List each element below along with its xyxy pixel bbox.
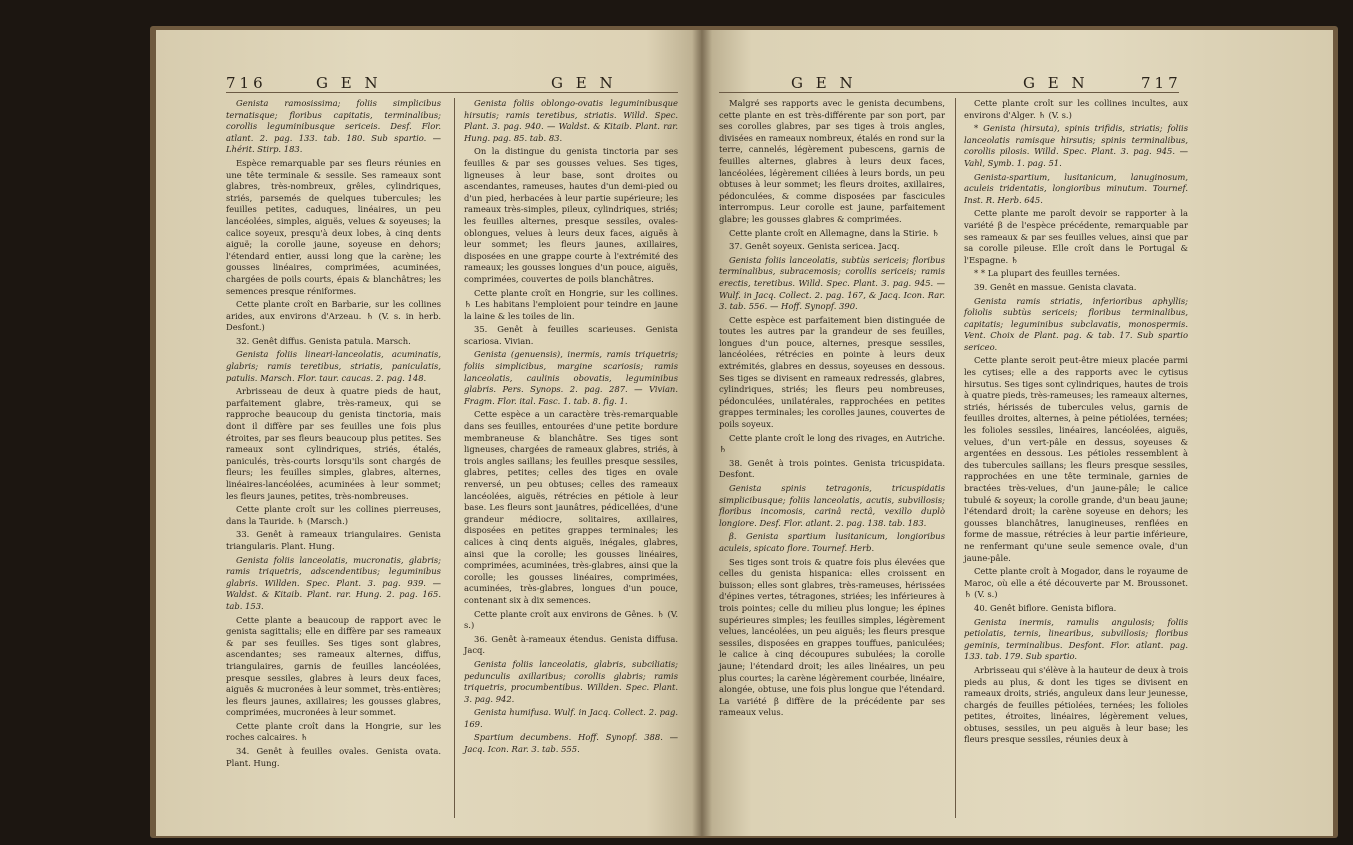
paragraph: 35. Genêt à feuilles scarieuses. Genista scariosa. Vivian. — [464, 324, 678, 346]
paragraph: Genista-spartium, lusitanicum, lanuginosum, aculeis tridentatis, longioribus minutum. Tournef. Inst. R. Herb. 645. — [964, 171, 1188, 205]
paragraph: Ses tiges sont trois & quatre fois plus élevées que celles du genista hispanica: elles croissent en buisson; elles sont glabres, très-rameuses, hérissées d'épines vertes, tétragones, striées; les inférieures à trois pointes; celle du milieu plus longue; les épines supérieures simples; les feuilles simples, légèrement velues, lancéolées, un peu aiguës; les fleurs presque sessiles, disposées en grappes touffues, paniculées; le calice à cinq découpures subulées; la corolle jaune; l'étendard droit; les ailes linéaires, un peu plus courtes; la carène légèrement courbée, linéaire, alongée, obtuse, une fois plus longue que l'étendard. La variété β diffère de la précédente par ses rameaux velus. — [719, 556, 945, 718]
paragraph: Genista ramosissima; foliis simplicibus ternatisque; floribus capitatis, terminalibus; corollis leguminibusque sericeis. Desf. Flor. atlant. 2. pag. 133. tab. 180. Sub spartio. — Lhérit. Stirp. 183. — [226, 98, 441, 155]
book-gutter — [692, 30, 712, 836]
paragraph: 33. Genêt à rameaux triangulaires. Genista triangularis. Plant. Hung. — [226, 529, 441, 551]
paragraph: Genista humifusa. Wulf. in Jacq. Collect. 2. pag. 169. — [464, 707, 678, 729]
left-header-rule — [226, 92, 678, 93]
right-column-divider — [955, 98, 956, 818]
left-page-number: 716 — [226, 74, 267, 92]
right-col2-header: G E N — [1023, 74, 1089, 92]
paragraph: Genista (genuensis), inermis, ramis triquetris; foliis simplicibus, margine scariosis; ramis lanceolatis, caulinis obovatis, leguminibus glabris. Pers. Synops. 2. pag. 287. — Vivian. Fragm. Flor. ital. Fasc. 1. tab. 8. fig. 1. — [464, 349, 678, 406]
paragraph: Cette plante seroit peut-être mieux placée parmi les cytises; elle a des rapports avec le cytisus hirsutus. Ses tiges sont cylindriques, hautes de trois à quatre pieds, très-rameuses; les rameaux alternes, striés, hérissés de tubercules velus, garnis de feuilles droites, alternes, à peine pétiolées, ternées; les folioles sessiles, linéaires, lancéolées, aiguës, velues, d'un vert-pâle en dessus, soyeuses & argentées en dessous. Les pétioles ressemblent à des tubercules saillans; les fleurs presque sessiles, rapprochées en une tête terminale, garnies de bractées très-velues, d'un jaune-pâle; le calice tubulé & soyeux; la corolle grande, d'un beau jaune; l'étendard droit; la carène soyeuse en dehors; les gousses blanchâtres, lanugineuses, renflées en forme de massue, rétrécies à leur partie inférieure, ne renfermant qu'une seule semence ovale, d'un jaune-pâle. — [964, 355, 1188, 563]
paragraph: Cette plante croît en Hongrie, sur les collines. ♄ Les habitans l'emploient pour teindre en jaune la laine & les toiles de lin. — [464, 287, 678, 321]
paragraph: Genista ramis striatis, inferioribus aphyllis; foliolis subtùs sericeis; floribus terminalibus, capitatis; leguminibus subclavatis, monospermis. Vent. Choix de Plant. pag. & tab. 17. Sub spartio sericeo. — [964, 295, 1188, 352]
paragraph: Genista foliis lanceolatis, subtùs sericeis; floribus terminalibus, subracemosis; corollis sericeis; ramis erectis, teretibus. Willd. Spec. Plant. 3. pag. 945. — Wulf. in Jacq. Collect. 2. pag. 167, & Jacq. Icon. Rar. 3. tab. 556. — Hoff. Synopf. 390. — [719, 254, 945, 312]
paragraph: Cette plante croît sur les collines pierreuses, dans la Tauride. ♄ (Marsch.) — [226, 504, 441, 526]
paragraph: Cette plante me paroît devoir se rapporter à la variété β de l'espèce précédente, remarquable par ses rameaux & par ses feuilles velues, ainsi que par sa corolle pileuse. Elle croît dans le Portugal & l'Espagne. ♄ — [964, 208, 1188, 265]
right-page-number: 717 — [1141, 74, 1182, 92]
right-page — [701, 30, 1333, 836]
right-col1-header: G E N — [791, 74, 857, 92]
paragraph: Genista spinis tetragonis, tricuspidatis simplicibusque; foliis lanceolatis, acutis, subvillosis; floribus incomosis, carinâ rectâ, vexillo duplò longiore. Desf. Flor. atlant. 2. pag. 138. tab. 183. — [719, 483, 945, 528]
left-column-1 — [226, 98, 441, 771]
paragraph: 37. Genêt soyeux. Genista sericea. Jacq. — [729, 241, 900, 252]
paragraph: Genista foliis lineari-lanceolatis, acuminatis, glabris; ramis teretibus, striatis, paniculatis, patulis. Marsch. Flor. taur. caucas. 2. pag. 148. — [226, 349, 441, 383]
paragraph: Cette plante croît dans la Hongrie, sur les roches calcaires. ♄ — [226, 720, 441, 743]
paragraph: Genista inermis, ramulis angulosis; foliis petiolatis, ternis, linearibus, subvillosis; floribus geminis, terminalibus. Desfont. Flor. atlant. pag. 133. tab. 179. Sub spartio. — [964, 616, 1188, 662]
paragraph: 36. Genêt à-rameaux étendus. Genista diffusa. Jacq. — [464, 633, 678, 656]
paragraph: 32. Genêt diffus. Genista patula. Marsch. — [236, 335, 411, 346]
paragraph: Cette plante croît en Barbarie, sur les collines arides, aux environs d'Arzeau. ♄ (V. s. in herb. Desfont.) — [226, 299, 441, 333]
paragraph: Genista foliis lanceolatis, glabris, subciliatis; pedunculis axillaribus; corollis glabris; ramis triquetris, procumbentibus. Willden. Spec. Plant. 3. pag. 942. — [464, 658, 678, 704]
paragraph: Cette plante croît aux environs de Gênes. ♄ (V. s.) — [464, 608, 678, 631]
paragraph: Cette plante croît sur les collines incultes, aux environs d'Alger. ♄ (V. s.) — [964, 98, 1188, 120]
paragraph: Spartium decumbens. Hoff. Synopf. 388. — Jacq. Icon. Rar. 3. tab. 555. — [464, 732, 678, 755]
paragraph: Cette plante croît à Mogador, dans le royaume de Maroc, où elle a été découverte par M. Broussonet. ♄ (V. s.) — [964, 566, 1188, 600]
left-col1-header: G E N — [316, 74, 382, 92]
paragraph: Cette plante croît le long des rivages, en Autriche. ♄ — [719, 432, 945, 455]
left-col2-header: G E N — [551, 74, 617, 92]
right-column-2 — [964, 98, 1188, 748]
paragraph: Genista foliis lanceolatis, mucronatis, glabris; ramis triquetris, adscendentibus; leguminibus glabris. Willden. Spec. Plant. 3. pag. 939. — Waldst. & Kitaib. Plant. rar. Hung. 2. pag. 165. tab. 153. — [226, 554, 441, 611]
paragraph: Arbrisseau de deux à quatre pieds de haut, parfaitement glabre, très-rameux, qui se rapproche beaucoup du genista tinctoria, mais dont il diffère par ses feuilles une fois plus étroites, par ses fleurs beaucoup plus petites. Ses rameaux sont cylindriques, striés, étalés, paniculés, très-courts lorsqu'ils sont chargés de fleurs; les feuilles simples, glabres, alternes, linéaires-lancéolées, acuminées à leur sommet; les fleurs jaunes, petites, très-nombreuses. — [226, 386, 441, 501]
left-column-2 — [464, 98, 678, 758]
paragraph: Espèce remarquable par ses fleurs réunies en une tête terminale & sessile. Ses rameaux sont glabres, très-nombreux, grêles, cylindriques, striés, parsemés de quelques tubercules; les feuilles petites, caduques, linéaires, un peu lancéolées, simples, aiguës, velues & soyeuses; la calice soyeux, presqu'à deux lobes, à cinq dents aiguë; la corolle jaune, soyeuse en dehors; l'étendard entier, aussi long que la carène; les gousses linéaires, comprimées, acuminées, chargées de poils courts, épais & blanchâtres; les semences presque réniformes. — [226, 157, 441, 296]
paragraph: Malgré ses rapports avec le genista decumbens, cette plante en est très-différente par son port, par ses corolles glabres, par ses tiges à trois angles, divisées en rameaux nombreux, étalés en rond sur la terre, cannelés, légèrement pubescens, garnis de feuilles alternes, glabres à leurs deux faces, lancéolées, légèrement ciliées à leurs bords, un peu obtuses à leur sommet; les fleurs droites, axillaires, pédonculées, & comme disposées par fascicules interrompus. Leur corolle est jaune, parfaitement glabre; les gousses glabres & comprimées. — [719, 98, 945, 224]
paragraph: Cette plante croît en Allemagne, dans la Stirie. ♄ — [729, 227, 940, 238]
right-header-rule — [719, 92, 1179, 93]
left-page — [156, 30, 701, 836]
paragraph: Arbrisseau qui s'élève à la hauteur de deux à trois pieds au plus, & dont les tiges se divisent en rameaux droits, striés, anguleux dans leur jeunesse, chargés de feuilles pétiolées, ternées; les folioles petites, étroites, linéaires, légèrement velues, obtuses, sessiles, un peu aiguës à leur base; les fleurs presque sessiles, réunies deux à — [964, 664, 1188, 745]
right-column-1 — [719, 98, 945, 721]
paragraph: 39. Genêt en massue. Genista clavata. — [974, 281, 1137, 292]
paragraph: Cette plante a beaucoup de rapport avec le genista sagittalis; elle en diffère par ses rameaux & par ses feuilles. Ses tiges sont glabres, ascendantes; ses rameaux alternes, diffus, triangulaires, garnis de feuilles lancéolées, presque sessiles, glabres à leurs deux faces, aiguës & mucronées à leur sommet, très-entières; les fleurs jaunes, axillaires; les gousses glabres, comprimées, mucronées à leur sommet. — [226, 614, 441, 718]
paragraph: * * La plupart des feuilles ternées. — [974, 268, 1121, 279]
paragraph: Cette espèce a un caractère très-remarquable dans ses feuilles, entourées d'une petite bordure membraneuse & blanchâtre. Ses tiges sont ligneuses, chargées de rameaux glabres, striés, à trois angles saillans; les feuilles presque sessiles, glabres, petites; celles des tiges en ovale renversé, un peu obtuses; celles des rameaux lancéolées, aiguës, rétrécies en pétiole à leur base. Les fleurs sont jaunâtres, pédicellées, d'une grandeur médiocre, solitaires, axillaires, disposées en petites grappes terminales; les calices à cinq dents aiguës, inégales, glabres, ainsi que la corolle; les gousses linéaires, comprimées, acuminées, très-glabres, ainsi que la corolle; les gousses linéaires, comprimées, acuminées, très-glabres, longues d'un pouce, contenant six à dix semences. — [464, 409, 678, 605]
paragraph: 34. Genêt à feuilles ovales. Genista ovata. Plant. Hung. — [226, 746, 441, 768]
paragraph: Cette espèce est parfaitement bien distinguée de toutes les autres par la grandeur de ses feuilles, longues d'un pouce, alternes, presque sessiles, lancéolées, rétrécies en pointe à leurs deux extrémités, glabres en dessus, soyeuses en dessous. Ses tiges se divisent en rameaux redressés, glabres, cylindriques, striés; les fleurs peu nombreuses, pédonculées, unilatérales, rapprochées en petites grappes terminales; les corolles jaunes, couvertes de poils soyeux. — [719, 314, 945, 430]
paragraph: On la distingue du genista tinctoria par ses feuilles & par ses gousses velues. Ses tiges, ligneuses à leur base, sont droites ou ascendantes, rameuses, hautes d'un demi-pied ou d'un pied, herbacées à leur partie supérieure; les rameaux très-simples, pileux, cylindriques, striés; les feuilles alternes, presque sessiles, ovales-oblongues, velues à leurs deux faces, aiguës à leur sommet; les fleurs jaunes, axillaires, disposées en une grappe courte à l'extrémité des rameaux; les gousses longues d'un pouce, aiguës, comprimées, couvertes de poils blanchâtres. — [464, 146, 678, 284]
paragraph: * Genista (hirsuta), spinis trifidis, striatis; foliis lanceolatis ramisque hirsutis; spinis terminalibus, corollis pilosis. Willd. Spec. Plant. 3. pag. 945. — Vahl, Symb. 1. pag. 51. — [964, 123, 1188, 168]
paragraph: β. Genista spartium lusitanicum, longioribus aculeis, spicato flore. Tournef. Herb. — [719, 531, 945, 553]
paragraph: 38. Genêt à trois pointes. Genista tricuspidata. Desfont. — [719, 457, 945, 480]
left-column-divider — [454, 98, 455, 818]
paragraph: 40. Genêt biflore. Genista biflora. — [974, 602, 1117, 613]
paragraph: Genista foliis oblongo-ovatis leguminibusque hirsutis; ramis teretibus, striatis. Willd. Spec. Plant. 3. pag. 940. — Waldst. & Kitaib. Plant. rar. Hung. pag. 85. tab. 83. — [464, 98, 678, 143]
